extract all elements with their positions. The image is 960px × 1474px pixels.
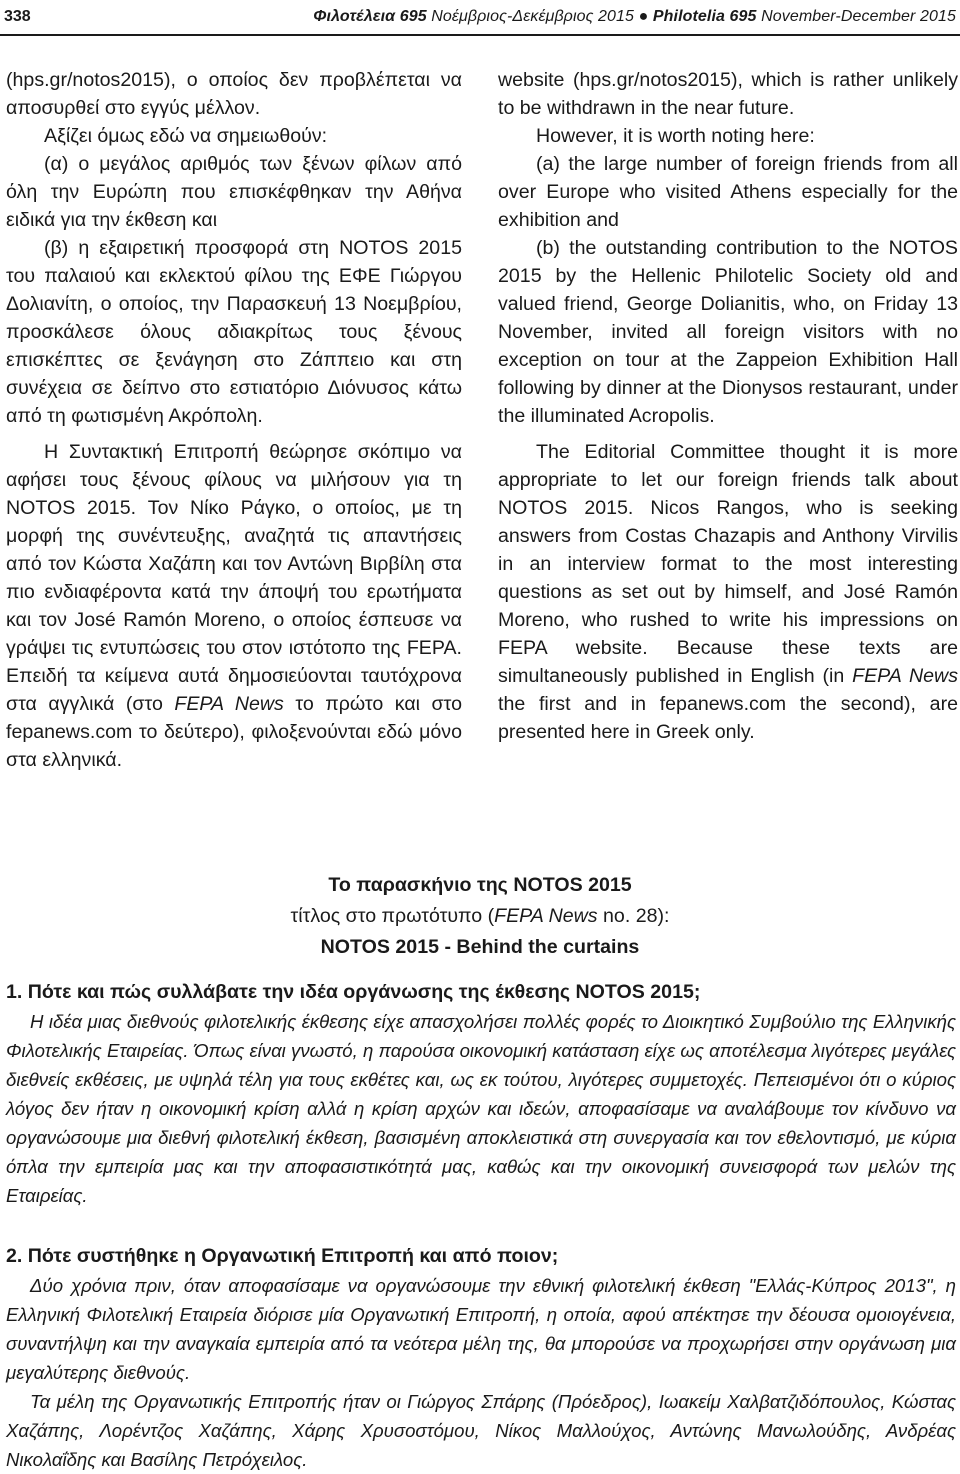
english-paragraph-5 bbox=[498, 438, 958, 746]
greek-column bbox=[6, 66, 462, 774]
english-paragraph-3: (a) the large number of foreign friends from all over Europe who visited Athens especially for the exhibition and bbox=[498, 153, 958, 231]
running-title bbox=[64, 8, 960, 26]
english-paragraph-1: website (hps.gr/notos2015), which is rather unlikely to be withdrawn in the near future. bbox=[498, 69, 958, 119]
greek-p5-text-b: το πρώτο και στο fepanews.com το δεύτερο), φιλοξενούνται εδώ μόνο στα ελληνικά. bbox=[6, 693, 462, 771]
article-title-block bbox=[0, 870, 960, 963]
issue-greek: Νοέμβριος-Δεκέμβριος 2015 bbox=[431, 8, 635, 25]
english-article-title: NOTOS 2015 - Behind the curtains bbox=[320, 936, 640, 958]
english-p5-text-b: the first and in fepanews.com the second), are presented here in Greek only. bbox=[498, 693, 958, 743]
answer-2: Δύο χρόνια πριν, όταν αποφασίσαμε να οργανώσουμε την εθνική φιλοτελική έκθεση "Ελλάς-Κύπρος 2013", η Ελληνική Φιλοτελική Εταιρεία διόρισε μία Οργανωτική Επιτροπή, η οποία, αφού απέκτησε την δέουσα ομοιογένεια, συναντήλψη και την αναγκαία εμπειρία από τα νεότερα μέλη της, θα μπορούσε να προχωρήσει στην οργάνωση μια μεγαλύτερης διεθνούς. bbox=[6, 1275, 956, 1383]
english-paragraph-2: However, it is worth noting here: bbox=[536, 125, 815, 147]
question-2: 2. Πότε συστήθηκε η Οργανωτική Επιτροπή και από ποιον; bbox=[6, 1245, 559, 1267]
answer-2-members: Τα μέλη της Οργανωτικής Επιτροπής ήταν οι Γιώργος Σπάρης (Πρόεδρος), Ιωακείμ Χαλβατζιδόπουλος, Κώστας Χαζάπης, Λορέντζος Χαζάπης, Χάρης Χρυσοστόμου, Νίκος Μαλλούχος, Αντώνης Μανωλούδης, Ανδρέας Νικολαΐδης και Βασίλης Πετρόχειλος. bbox=[6, 1391, 956, 1470]
original-title-prefix: τίτλος στο πρωτότυπο ( bbox=[290, 905, 495, 927]
greek-p5-fepa-news: FEPA News bbox=[174, 693, 284, 715]
english-p5-text-a: The Editorial Committee thought it is more appropriate to let our foreign friends talk about NOTOS 2015. Nicos Rangos, who is seeking answers from Costas Chazapis and Anthony Virvilis in an interview format to the most interesting questions as set out by himself, and José Ramón Moreno, who rushed to write his impressions on FEPA website. Because these texts are simultaneously published in English (in bbox=[498, 441, 958, 687]
greek-p5-text-a: Η Συντακτική Επιτροπή θεώρησε σκόπιμο να αφήσει τους ξένους φίλους να μιλήσουν για τη NOTOS 2015. Τον Νίκο Ράγκο, ο οποίος, με τη μορφή της συνέντευξης, αναζητά τις απαντήσεις από τον Κώστα Χαζάπη και τον Αντώνη Βιρβίλη στα πιο ενδιαφέροντα κατά την άποψή του ερωτήματα και τον José Ramón Moreno, ο οποίος έσπευσε να γράψει τις εντυπώσεις του στον ιστότοπο της FEPA. Επειδή τα κείμενα αυτά δημοσιεύονται ταυτόχρονα στα αγγλικά (στο bbox=[6, 441, 462, 715]
page-number: 338 bbox=[4, 8, 31, 25]
greek-article-title: Το παρασκήνιο της NOTOS 2015 bbox=[328, 874, 632, 896]
title-english: Philotelia 695 bbox=[652, 8, 757, 25]
bullet-separator: ● bbox=[638, 8, 649, 25]
original-title-suffix: no. 28): bbox=[597, 905, 670, 927]
original-title-fepa-news: FEPA News bbox=[494, 905, 598, 927]
page-header bbox=[0, 0, 960, 36]
greek-paragraph-2: Αξίζει όμως εδώ να σημειωθούν: bbox=[44, 125, 328, 147]
qa-item-2 bbox=[6, 1242, 956, 1474]
greek-paragraph-3: (α) ο μεγάλος αριθμός των ξένων φίλων από όλη την Ευρώπη που επισκέφθηκαν την Αθήνα ειδικά για την έκθεση και bbox=[6, 153, 462, 231]
greek-paragraph-5 bbox=[6, 438, 462, 774]
greek-paragraph-1: (hps.gr/notos2015), ο οποίος δεν προβλέπεται να αποσυρθεί στο εγγύς μέλλον. bbox=[6, 69, 462, 119]
question-1: 1. Πότε και πώς συλλάβατε την ιδέα οργάνωσης της έκθεσης NOTOS 2015; bbox=[6, 981, 701, 1003]
title-greek: Φιλοτέλεια 695 bbox=[313, 8, 427, 25]
issue-english: November-December 2015 bbox=[761, 8, 956, 25]
original-title-line bbox=[0, 901, 960, 932]
english-column bbox=[498, 66, 958, 746]
english-p5-fepa-news: FEPA News bbox=[852, 665, 958, 687]
qa-item-1 bbox=[6, 978, 956, 1210]
greek-paragraph-4: (β) η εξαιρετική προσφορά στη NOTOS 2015 του παλαιού και εκλεκτού φίλου της ΕΦΕ Γιώργου Δολιανίτη, ο οποίος, την Παρασκευή 13 Νοεμβρίου, προσκάλεσε όλους αδιακρίτως τους ξένους επισκέπτες σε ξενάγηση στο Ζάππειο και στη συνέχεια σε δείπνο στο εστιατόριο Διόνυσος κάτω από τη φωτισμένη Ακρόπολη. bbox=[6, 237, 462, 427]
english-paragraph-4: (b) the outstanding contribution to the NOTOS 2015 by the Hellenic Philotelic Society old and valued friend, George Dolianitis, who, on Friday 13 November, invited all foreign visitors with no exception on tour at the Zappeion Exhibition Hall following by dinner at the Dionysos restaurant, under the illuminated Acropolis. bbox=[498, 237, 958, 427]
answer-1: Η ιδέα μιας διεθνούς φιλοτελικής έκθεσης είχε απασχολήσει πολλές φορές το Διοικητικό Συμβούλιο της Ελληνικής Φιλοτελικής Εταιρείας. Όπως είναι γνωστό, η παρούσα οικονομική κατάσταση είχε ως αποτέλεσμα λιγότερες μεγάλες διεθνείς εκθέσεις, με υψηλά τέλη για τους εκθέτες και, ως εκ τούτου, λιγότερες συμμετοχές. Πεπεισμένοι ότι ο κύριος λόγος δεν ήταν η οικονομική κρίση αλλά η κρίση αρχών και ιδεών, αποφασίσαμε να αναλάβουμε τον κίνδυνο να οργανώσουμε μια διεθνή φιλοτελική έκθεση, βασισμένη αποκλειστικά στη συνεργασία και τον εθελοντισμό, με κύρια όπλα την εμπειρία μας και την αποφασιστικότητά μας, καθώς και την οικονομική συνεισφορά των μελών της Εταιρείας. bbox=[6, 1011, 956, 1206]
